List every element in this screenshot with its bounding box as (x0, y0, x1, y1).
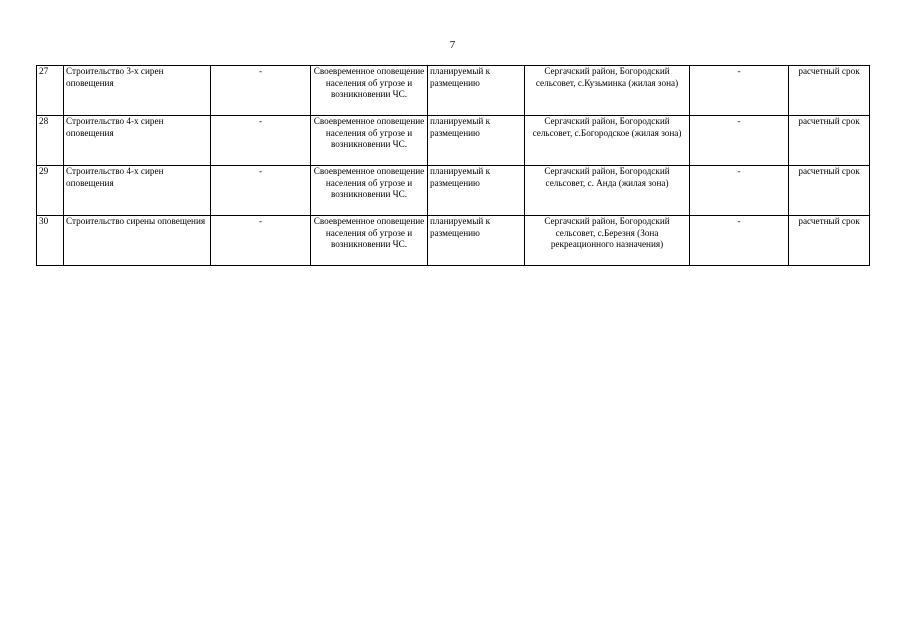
implementation-term: расчетный срок (789, 166, 870, 216)
table-row (37, 216, 870, 266)
empty-value: - (211, 216, 311, 266)
object-status: планируемый к размещению (428, 166, 525, 216)
object-status: планируемый к размещению (428, 216, 525, 266)
object-status: планируемый к размещению (428, 116, 525, 166)
object-name: Строительство сирены оповещения (64, 216, 211, 266)
object-purpose: Своевременное оповещение населения об угрозе и возникновении ЧС. (311, 166, 428, 216)
object-location: Сергачский район, Богородский сельсовет, с.Березня (Зона рекреационного назначения) (525, 216, 690, 266)
object-location: Сергачский район, Богородский сельсовет, с. Анда (жилая зона) (525, 166, 690, 216)
table-row (37, 166, 870, 216)
implementation-term: расчетный срок (789, 216, 870, 266)
empty-value: - (211, 166, 311, 216)
empty-value: - (211, 116, 311, 166)
page-number: 7 (449, 39, 456, 51)
empty-value: - (690, 216, 789, 266)
table-row (37, 66, 870, 116)
object-purpose: Своевременное оповещение населения об угрозе и возникновении ЧС. (311, 116, 428, 166)
table-row (37, 116, 870, 166)
empty-value: - (690, 166, 789, 216)
empty-value: - (690, 66, 789, 116)
row-number: 29 (37, 166, 64, 216)
object-location: Сергачский район, Богородский сельсовет, с.Кузьминка (жилая зона) (525, 66, 690, 116)
empty-value: - (690, 116, 789, 166)
object-name: Строительство 4-х сирен оповещения (64, 116, 211, 166)
row-number: 30 (37, 216, 64, 266)
implementation-term: расчетный срок (789, 66, 870, 116)
row-number: 28 (37, 116, 64, 166)
implementation-term: расчетный срок (789, 116, 870, 166)
object-status: планируемый к размещению (428, 66, 525, 116)
object-name: Строительство 4-х сирен оповещения (64, 166, 211, 216)
object-location: Сергачский район, Богородский сельсовет, с.Богородское (жилая зона) (525, 116, 690, 166)
object-name: Строительство 3-х сирен оповещения (64, 66, 211, 116)
empty-value: - (211, 66, 311, 116)
objects-table (36, 65, 870, 266)
object-purpose: Своевременное оповещение населения об угрозе и возникновении ЧС. (311, 66, 428, 116)
row-number: 27 (37, 66, 64, 116)
object-purpose: Своевременное оповещение населения об угрозе и возникновении ЧС. (311, 216, 428, 266)
